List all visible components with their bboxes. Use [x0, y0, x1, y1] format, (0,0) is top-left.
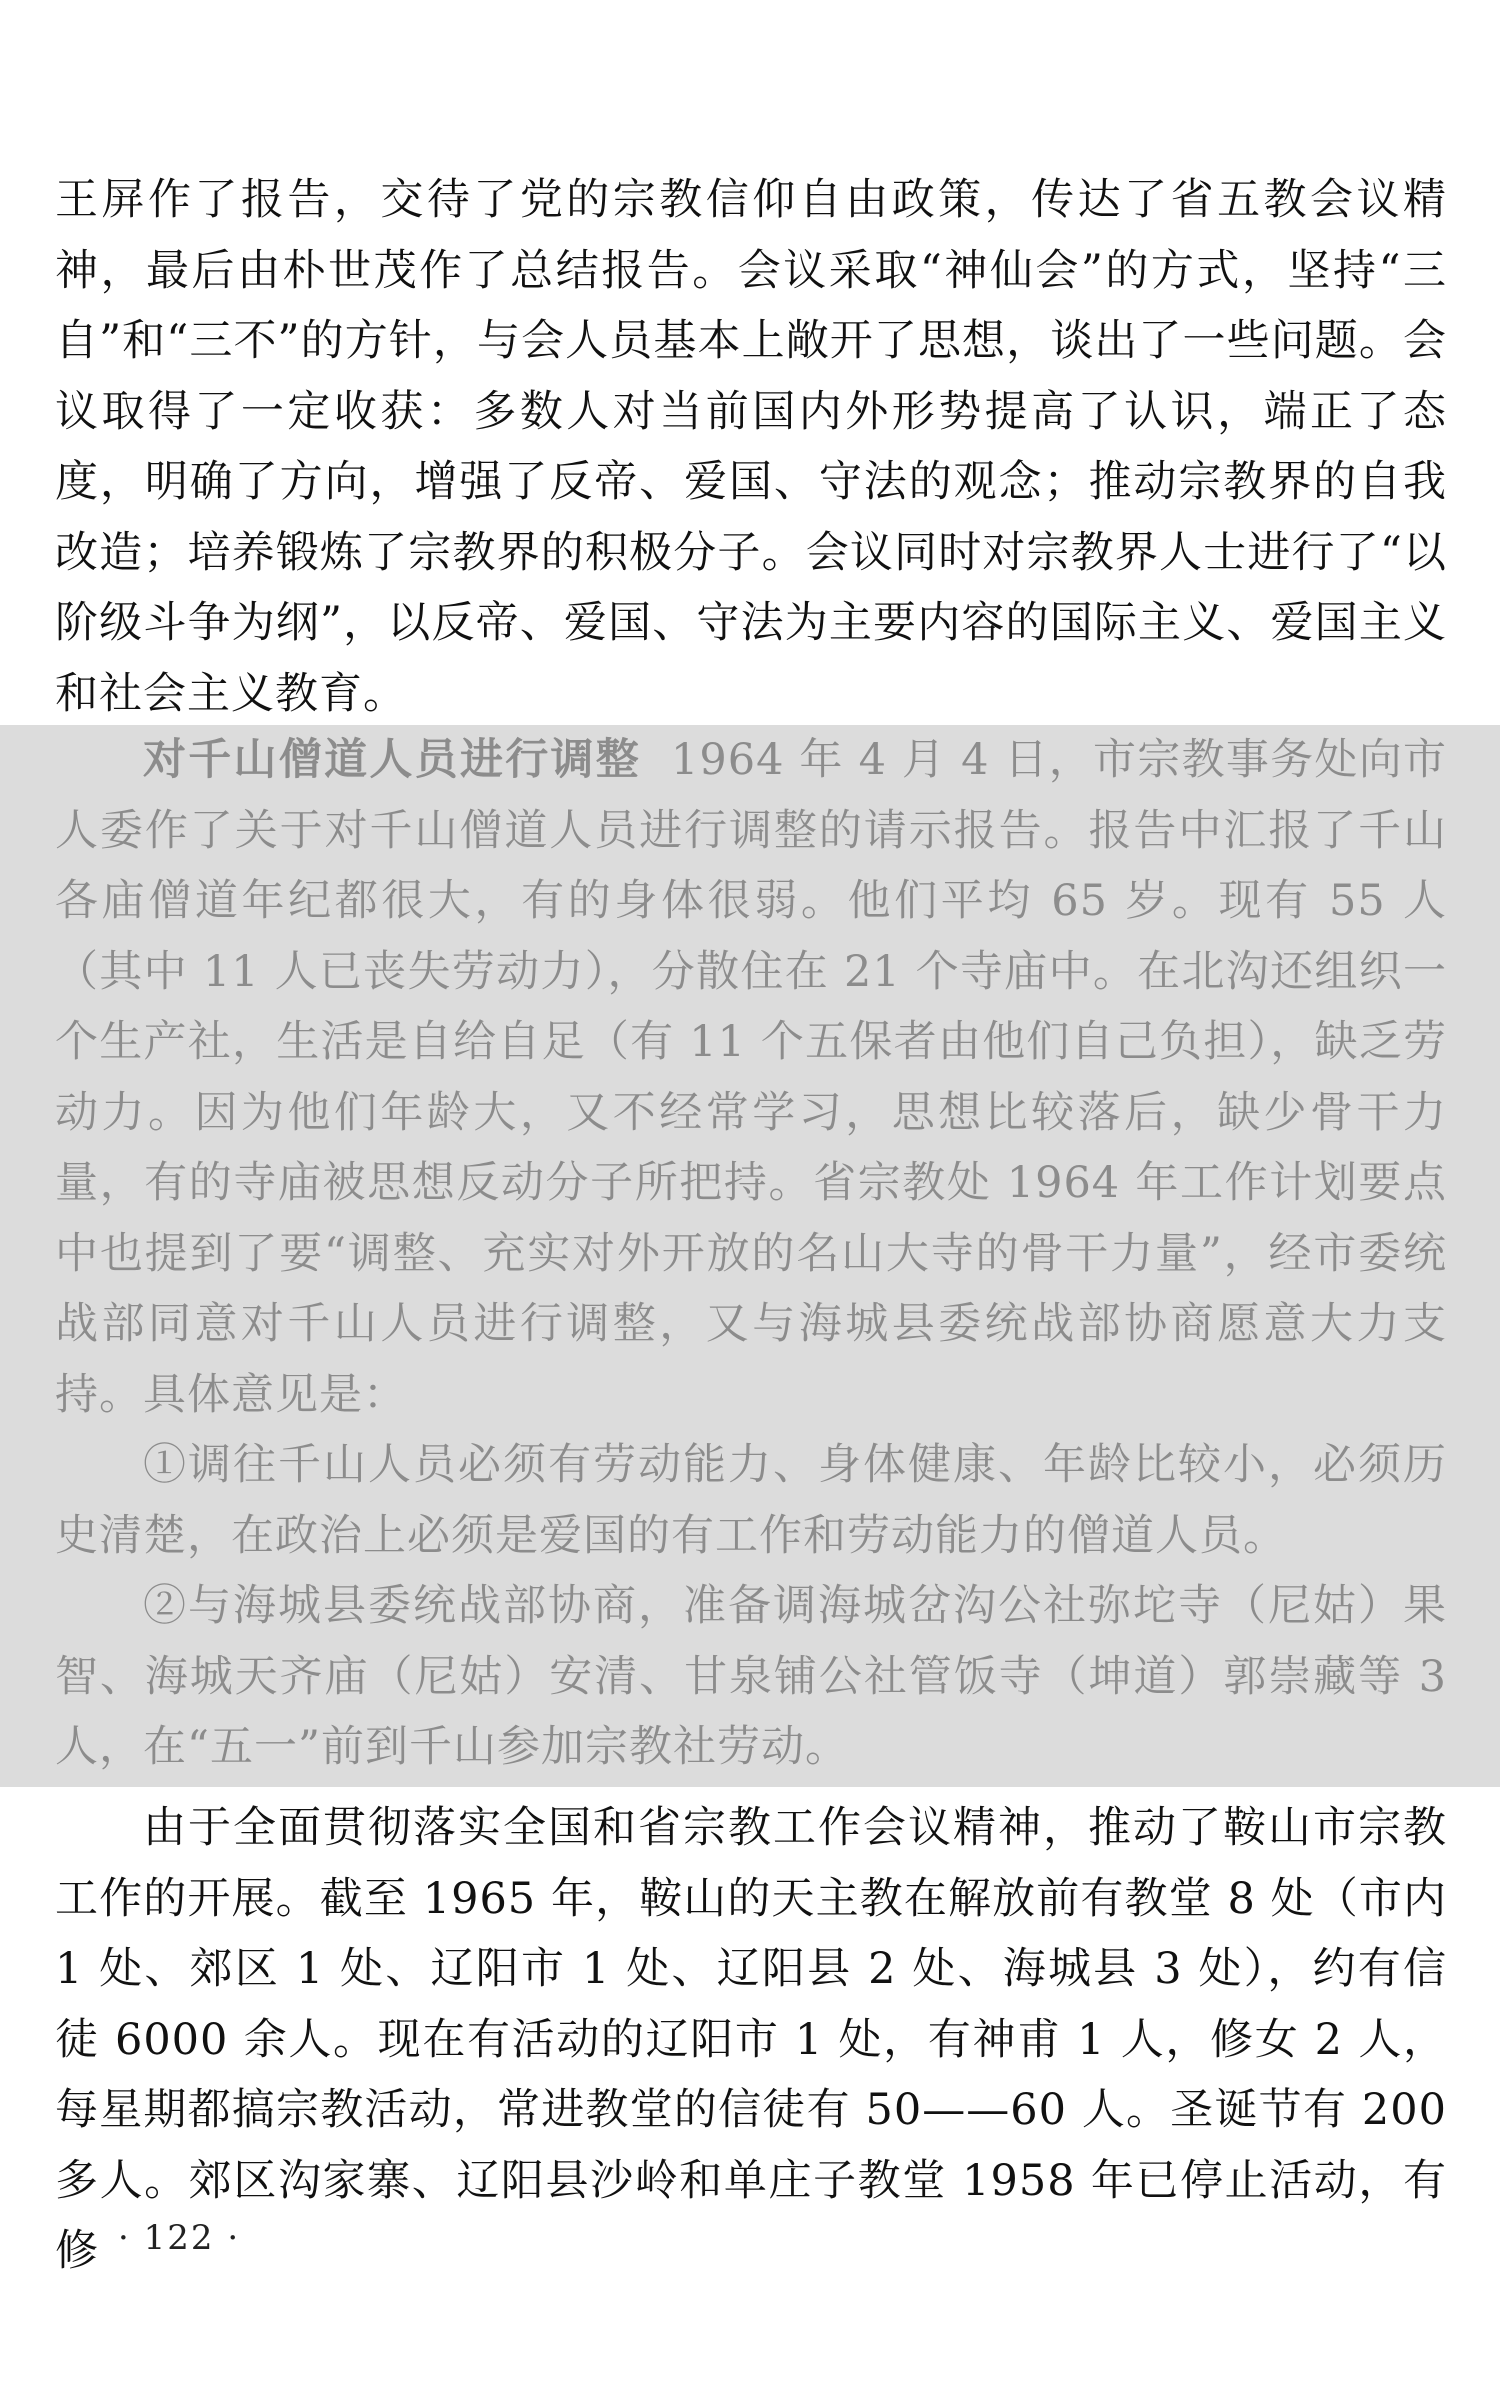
section-intro-text: 1964 年 4 月 4 日，市宗教事务处向市人委作了关于对千山僧道人员进行调整的请示报告。报告中汇报了千山各庙僧道年纪都很大，有的身体很弱。他们平均 65 岁。现有 55 人（其中 11 人已丧失劳动力），分散住在 21 个寺庙中。在北沟还组织一个生产社，生活是自给自足（有 11 个五保者由他们自己负担），缺乏劳动力。因为他们年龄大，又不经常学习，思想比较落后，缺少骨干力量，有的寺庙被思想反动分子所把持。省宗教处 1964 年工作计划要点中也提到了要“调整、充实对外开放的名山大寺的骨干力量”，经市委统战部同意对千山人员进行调整，又与海城县委统战部协商愿意大力支持。具体意见是： [55, 735, 1447, 1420]
continuation-paragraph: 王屏作了报告，交待了党的宗教信仰自由政策，传达了省五教会议精神，最后由朴世茂作了总结报告。会议采取“神仙会”的方式，坚持“三自”和“三不”的方针，与会人员基本上敞开了思想，谈出了一些问题。会议取得了一定收获：多数人对当前国内外形势提高了认识，端正了态度，明确了方向，增强了反帝、爱国、守法的观念；推动宗教界的自我改造；培养锻炼了宗教界的积极分子。会议同时对宗教界人士进行了“以阶级斗争为纲”，以反帝、爱国、守法为主要内容的国际主义、爱国主义和社会主义教育。 [55, 175, 1447, 719]
top-text-block [55, 165, 1447, 729]
bottom-text-block [55, 1793, 1447, 2287]
section-item-2: ②与海城县委统战部协商，准备调海城岔沟公社弥坨寺（尼姑）果智、海城天齐庙（尼姑）安清、甘泉铺公社管饭寺（坤道）郭崇藏等 3 人，在“五一”前到千山参加宗教社劳动。 [55, 1581, 1447, 1772]
section-intro-paragraph [55, 725, 1447, 1430]
section-qianshan-adjustment [55, 725, 1447, 1783]
section-item-1: ①调往千山人员必须有劳动能力、身体健康、年龄比较小，必须历史清楚，在政治上必须是爱国的有工作和劳动能力的僧道人员。 [55, 1440, 1447, 1561]
section-heading: 对千山僧道人员进行调整 [143, 735, 642, 785]
catholic-paragraph: 由于全面贯彻落实全国和省宗教工作会议精神，推动了鞍山市宗教工作的开展。截至 1965 年，鞍山的天主教在解放前有教堂 8 处（市内 1 处、郊区 1 处、辽阳市 1 处、辽阳县 2 处、海城县 3 处），约有信徒 6000 余人。现在有活动的辽阳市 1 处，有神甫 1 人，修女 2 人，每星期都搞宗教活动，常进教堂的信徒有 50——60 人。圣诞节有 200 多人。郊区沟家寨、辽阳县沙岭和单庄子教堂 1958 年已停止活动，有修 [55, 1803, 1447, 2276]
page-number: · 122 · [118, 2218, 241, 2258]
